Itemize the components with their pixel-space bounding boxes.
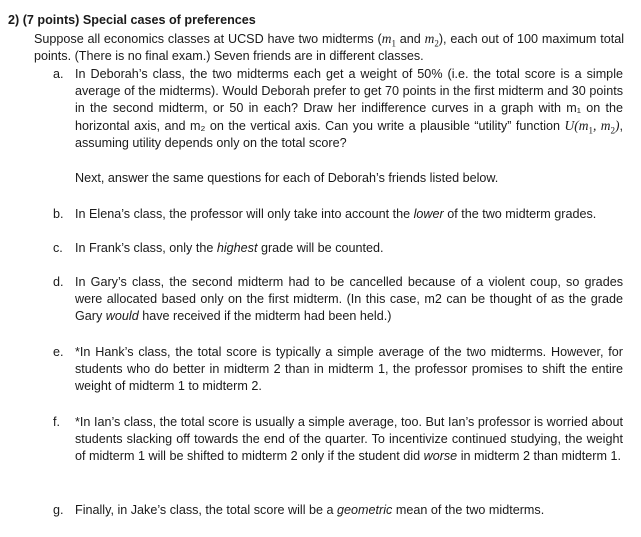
item-marker: d. (53, 275, 64, 289)
question-title: (7 points) Special cases of preferences (22, 13, 256, 27)
item-body: In Deborah’s class, the two midterms each get a weight of 50% (i.e. the total score is a simple average of the midterms). Would Deborah prefer to get 70 points in the first midterm and 30 points in the second midterm, or 50 in each? Draw her indifference curves in a graph with m₁ on the horizontal axis, and m₂ on the vertical axis. Can you write a plausible “utility” function $U(m_1$, $m_2$), assuming utility depends only on the total score? (75, 67, 623, 150)
item-marker: c. (53, 241, 63, 255)
item-body: Finally, in Jake’s class, the total score will be a geometric mean of the two midterms. (75, 503, 545, 517)
math-m2: $m_2$ (424, 31, 439, 49)
item-followup: Next, answer the same questions for each of Deborah’s friends listed below. (75, 171, 499, 185)
item-body: In Elena’s class, the professor will only take into account the lower of the two midterm grades. (75, 207, 597, 221)
question-intro: Suppose all economics classes at UCSD have two midterms ($m_1$ and $m_2$), each out of 100 maximum total points. (There is no final exam.) Seven friends are in different classes. (34, 31, 624, 63)
list-item-a (53, 66, 623, 152)
math-m1: $m_1$ (381, 31, 396, 49)
question-heading (8, 12, 256, 29)
question-number: 2) (8, 13, 20, 27)
item-body: In Gary’s class, the second midterm had to be cancelled because of a violent coup, so grades were allocated based only on the first midterm. (In this case, m2 can be thought of as the grade Gary would have received if the midterm had been held.) (75, 275, 623, 323)
item-marker: b. (53, 207, 64, 221)
list-item-f (53, 414, 623, 465)
item-body: *In Hank’s class, the total score is typically a simple average of the two midterms. However, for students who do better in midterm 2 than in midterm 1, the professor promises to shift the entire weight of midterm 1 to midterm 2. (75, 345, 623, 393)
list-item-e (53, 344, 623, 395)
item-marker: g. (53, 503, 64, 517)
item-body: In Frank’s class, only the highest grade will be counted. (75, 241, 384, 255)
item-body: *In Ian’s class, the total score is usually a simple average, too. But Ian’s professor is worried about students slacking off towards the end of the quarter. To incentivize continued studying, the weight of midterm 1 will be shifted to midterm 2 only if the student did worse in midterm 2 than midterm 1. (75, 415, 623, 463)
utility-function-math: $U(m_1$, $m_2$) (564, 118, 620, 136)
list-item-d (53, 274, 623, 325)
list-item-a-followup (53, 170, 623, 187)
item-marker: a. (53, 67, 64, 81)
list-item-g (53, 502, 623, 519)
item-marker: e. (53, 345, 64, 359)
list-item-b (53, 206, 623, 223)
item-marker: f. (53, 415, 60, 429)
list-item-c (53, 240, 623, 257)
